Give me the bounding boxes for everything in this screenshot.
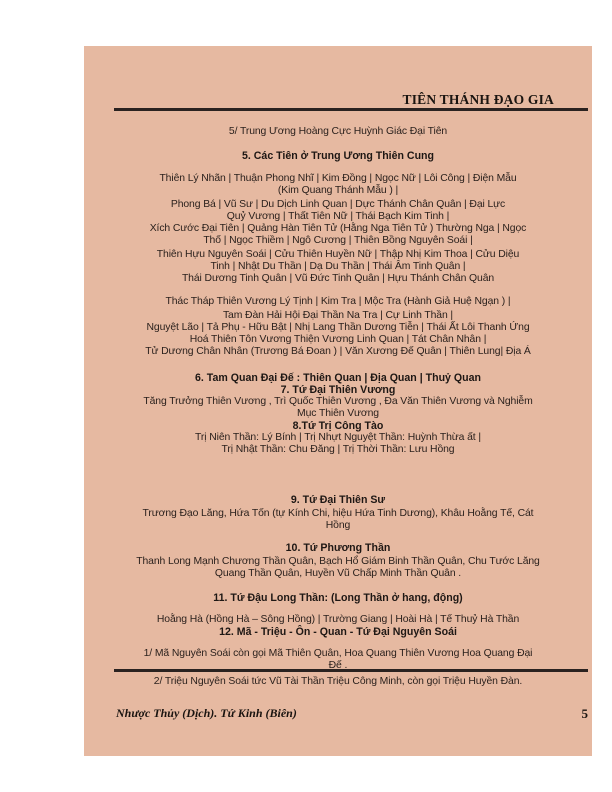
- text-line: Hoằng Hà (Hồng Hà – Sông Hồng) | Trường Giang | Hoài Hà | Tế Thuỷ Hà Thần: [156, 614, 520, 625]
- section-11-heading: 11. Tứ Đậu Long Thần: (Long Thần ở hang, động): [213, 592, 463, 604]
- footer-rule: [114, 669, 588, 672]
- text-line: Trị Nhật Thần: Chu Đăng | Trị Thời Thần: Lưu Hồng: [221, 444, 455, 455]
- text-line: (Kim Quang Thánh Mẫu ) |: [277, 185, 399, 196]
- text-line: Trương Đạo Lăng, Hứa Tốn (tự Kính Chi, hiệu Hứa Tinh Dương), Khâu Hoằng Tế, Cát: [142, 508, 534, 519]
- document-page: [84, 46, 592, 756]
- text-line: Hồng: [325, 520, 351, 531]
- text-line: Thố | Ngọc Thiềm | Ngô Cương | Thiên Bồng Nguyên Soái |: [203, 235, 473, 246]
- text-line: Thiên Lý Nhãn | Thuận Phong Nhĩ | Kim Đồng | Ngọc Nữ | Lôi Công | Điện Mẫu: [159, 173, 517, 184]
- text-line: Tử Dương Chân Nhân (Trương Bá Đoan ) | Văn Xương Đế Quân | Thiên Lung| Địa Á: [145, 346, 531, 357]
- text-line: Đế .: [328, 660, 348, 671]
- section-5-heading: 5. Các Tiên ở Trung Ương Thiên Cung: [242, 150, 434, 162]
- text-line: Xích Cước Đại Tiên | Quảng Hàn Tiên Tử (Hằng Nga Tiên Tử ) Thường Nga | Ngọc: [149, 223, 527, 234]
- text-line: Tam Đàn Hải Hội Đại Thần Na Tra | Cự Linh Thần |: [222, 310, 454, 321]
- section-8-heading: 8.Tứ Trị Công Tào: [292, 420, 384, 432]
- text-line: Quang Thần Quân, Huyền Vũ Chấp Minh Thần Quân .: [214, 568, 462, 579]
- header-rule: [114, 108, 588, 111]
- text-line: Hoá Thiên Tôn Vương Thiện Vương Linh Quan | Tát Chân Nhân |: [189, 334, 487, 345]
- text-line: Quỷ Vương | Thất Tiên Nữ | Thái Bạch Kim Tinh |: [226, 211, 450, 222]
- text-line: Tăng Trưởng Thiên Vương , Trì Quốc Thiên Vương , Đa Văn Thiên Vương và Nghiễm: [143, 396, 533, 407]
- text-line: Thiên Hựu Nguyên Soái | Cửu Thiên Huyền Nữ | Thập Nhị Kim Thoa | Cửu Diệu: [156, 249, 520, 260]
- section-7-heading: 7. Tứ Đại Thiên Vương: [280, 384, 396, 396]
- text-line: Nguyệt Lão | Tả Phụ - Hữu Bật | Nhị Lang Thần Dương Tiễn | Thái Ất Lôi Thanh Ứng: [146, 322, 530, 333]
- text-line: Phong Bá | Vũ Sư | Du Dịch Linh Quan | Dực Thánh Chân Quân | Đại Lực: [170, 199, 506, 210]
- text-line: Thanh Long Mạnh Chương Thần Quân, Bạch Hổ Giám Binh Thần Quân, Chu Tước Lăng: [136, 556, 540, 567]
- text-line: 2/ Triệu Nguyên Soái tức Vũ Tài Thần Triệu Công Minh, còn gọi Triệu Huyền Đàn.: [153, 676, 523, 687]
- page-number: 5: [581, 706, 588, 721]
- section-9-heading: 9. Tứ Đại Thiên Sư: [290, 494, 386, 506]
- text-line: 1/ Mã Nguyên Soái còn gọi Mã Thiên Quân, Hoa Quang Thiên Vương Hoa Quang Đại: [143, 648, 533, 659]
- text-line: Tinh | Nhật Du Thần | Dạ Du Thần | Thái Âm Tinh Quân |: [210, 261, 466, 272]
- text-line: Mục Thiên Vương: [297, 408, 379, 419]
- running-header-title: TIÊN THÁNH ĐẠO GIA: [402, 92, 554, 107]
- section-10-heading: 10. Tứ Phương Thần: [285, 542, 391, 554]
- footer-authors: Nhược Thủy (Dịch). Tứ Kinh (Biên): [116, 706, 297, 720]
- text-line: Trị Niên Thần: Lý Bính | Trị Nhựt Nguyệt Thần: Huỳnh Thừa ất |: [195, 432, 481, 443]
- section-12-heading: 12. Mã - Triệu - Ôn - Quan - Tứ Đại Nguyên Soái: [219, 626, 457, 638]
- text-line: Thái Dương Tinh Quân | Vũ Đức Tinh Quân | Hựu Thánh Chân Quân: [181, 273, 495, 284]
- section-6-heading: 6. Tam Quan Đại Đế : Thiên Quan | Địa Quan | Thuỷ Quan: [195, 372, 481, 384]
- text-line: Thác Tháp Thiên Vương Lý Tịnh | Kim Tra | Mộc Tra (Hành Giả Huệ Ngạn ) |: [165, 296, 511, 307]
- intro-line-5: 5/ Trung Ương Hoàng Cực Huỳnh Giác Đại Tiên: [228, 126, 448, 137]
